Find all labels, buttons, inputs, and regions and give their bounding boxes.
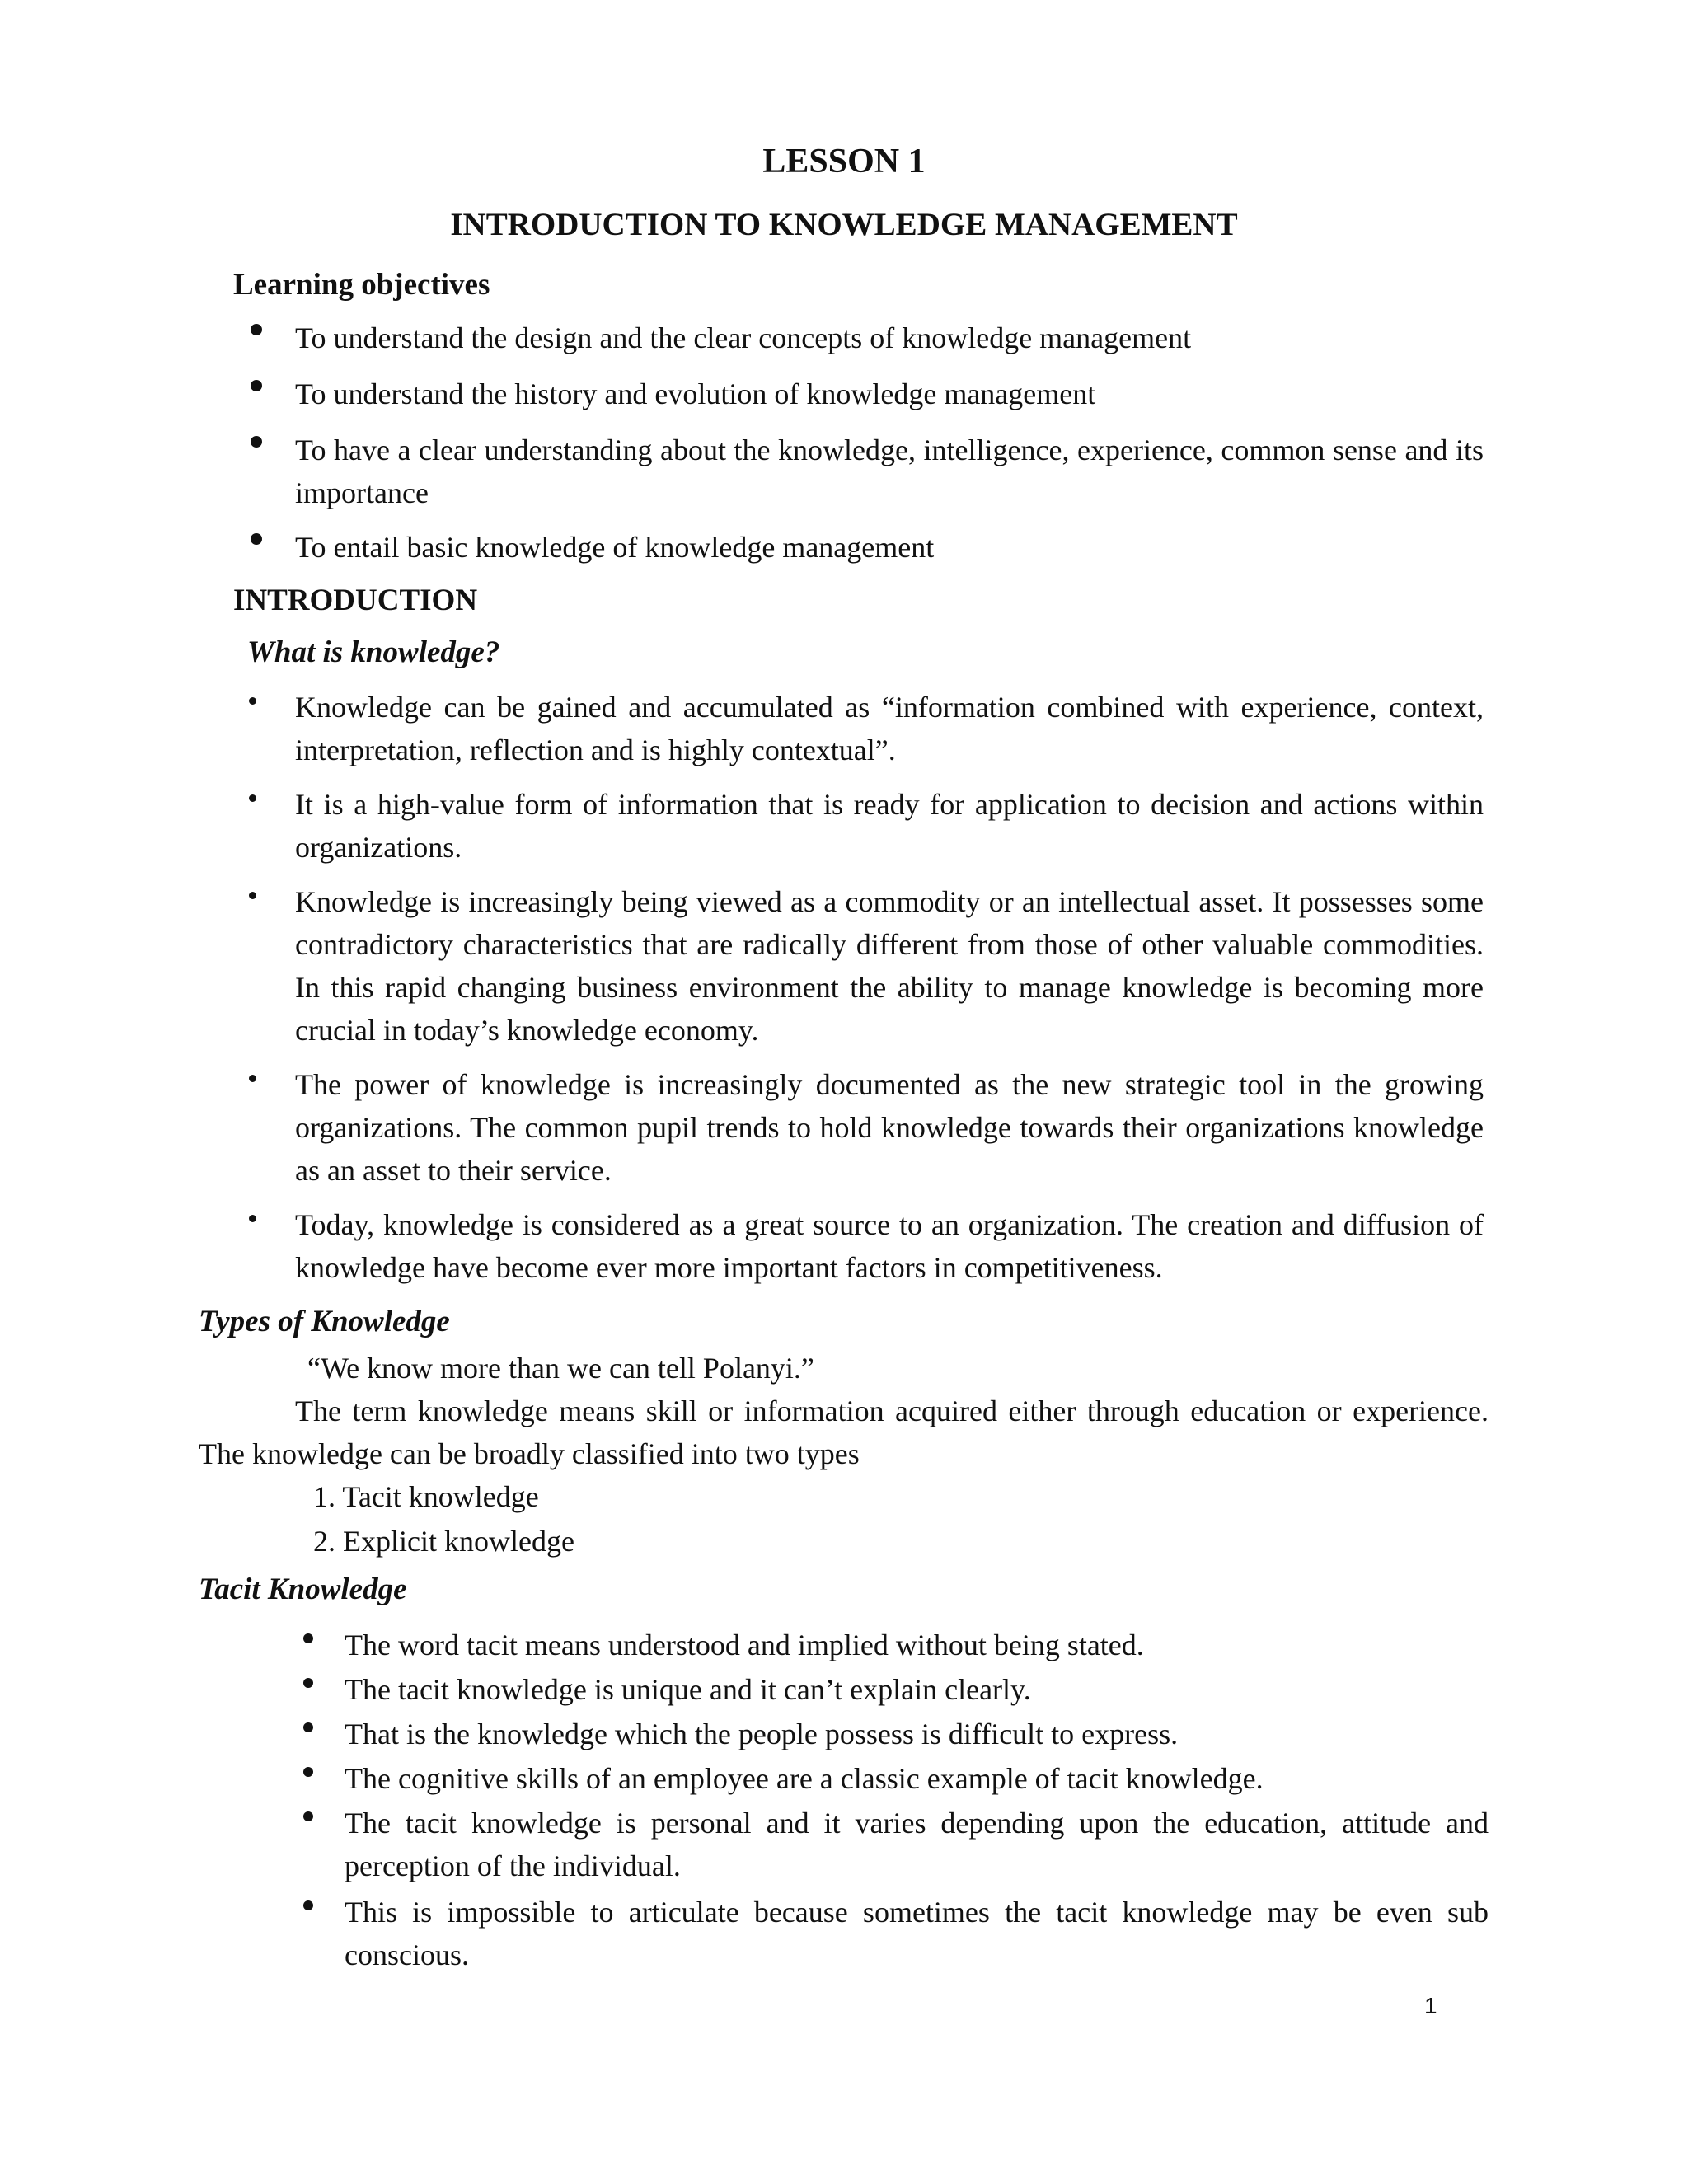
tacit-list (345, 1624, 1489, 1976)
introduction-item: It is a high-value form of information that is ready for application to decision and actions within organizations. (295, 783, 1484, 880)
type-item-1: 1. Tacit knowledge (313, 1480, 539, 1513)
bullet-icon (251, 324, 262, 335)
bullet-icon (303, 1767, 313, 1777)
types-heading: Types of Knowledge (199, 1305, 450, 1338)
bullet-icon (251, 533, 262, 545)
introduction-list (295, 686, 1484, 1289)
tacit-item: That is the knowledge which the people possess is difficult to express. (345, 1713, 1489, 1757)
tacit-item: The tacit knowledge is unique and it can’t explain clearly. (345, 1668, 1489, 1713)
bullet-icon (251, 380, 262, 391)
introduction-item: The power of knowledge is increasingly documented as the new strategic tool in the growing organizations. The common pupil trends to hold knowledge towards their organizations knowledge as an asset to their service. (295, 1063, 1484, 1203)
tacit-item: The cognitive skills of an employee are a classic example of tacit knowledge. (345, 1757, 1489, 1802)
bullet-icon (303, 1722, 313, 1732)
bullet-icon (303, 1811, 313, 1821)
objective-item: To have a clear understanding about the knowledge, intelligence, experience, common sense and its importance (295, 429, 1484, 526)
types-paragraph: The term knowledge means skill or information acquired either through education or experience. The knowledge can be broadly classified into two types (199, 1394, 1489, 1470)
lesson-subtitle: INTRODUCTION TO KNOWLEDGE MANAGEMENT (450, 207, 1238, 242)
introduction-item: Knowledge is increasingly being viewed as a commodity or an intellectual asset. It possesses some contradictory characteristics that are radically different from those of other valuable commodities. In this rapid changing business environment the ability to manage knowledge is becoming more crucial in today’s knowledge economy. (295, 880, 1484, 1063)
bullet-icon (303, 1633, 313, 1643)
type-item-2: 2. Explicit knowledge (313, 1525, 574, 1558)
bullet-icon (303, 1678, 313, 1688)
bullet-icon (303, 1900, 313, 1910)
introduction-item: Today, knowledge is considered as a great source to an organization. The creation and diffusion of knowledge have become ever more important factors in competitiveness. (295, 1203, 1484, 1289)
objective-item: To understand the design and the clear concepts of knowledge management (295, 316, 1484, 373)
bullet-icon (249, 1215, 256, 1222)
objectives-heading: Learning objectives (233, 268, 490, 302)
bullet-icon (249, 794, 256, 802)
bullet-icon (249, 1075, 256, 1082)
bullet-icon (251, 436, 262, 448)
bullet-icon (249, 892, 256, 899)
what-is-knowledge-heading: What is knowledge? (247, 635, 500, 669)
tacit-item: This is impossible to articulate because sometimes the tacit knowledge may be even sub conscious. (345, 1891, 1489, 1976)
tacit-heading: Tacit Knowledge (199, 1572, 407, 1606)
lesson-title: LESSON 1 (762, 143, 926, 180)
introduction-item: Knowledge can be gained and accumulated as “information combined with experience, context, interpretation, reflection and is highly contextual”. (295, 686, 1484, 783)
objective-item: To entail basic knowledge of knowledge management (295, 526, 1484, 569)
tacit-item: The word tacit means understood and implied without being stated. (345, 1624, 1489, 1668)
objective-item: To understand the history and evolution of knowledge management (295, 373, 1484, 429)
polanyi-quote: “We know more than we can tell Polanyi.” (307, 1352, 814, 1385)
page-number: 1 (1424, 1993, 1437, 2018)
tacit-item: The tacit knowledge is personal and it varies depending upon the education, attitude and perception of the individual. (345, 1802, 1489, 1891)
bullet-icon (249, 697, 256, 705)
objectives-list (295, 316, 1484, 569)
introduction-heading: INTRODUCTION (233, 583, 478, 617)
